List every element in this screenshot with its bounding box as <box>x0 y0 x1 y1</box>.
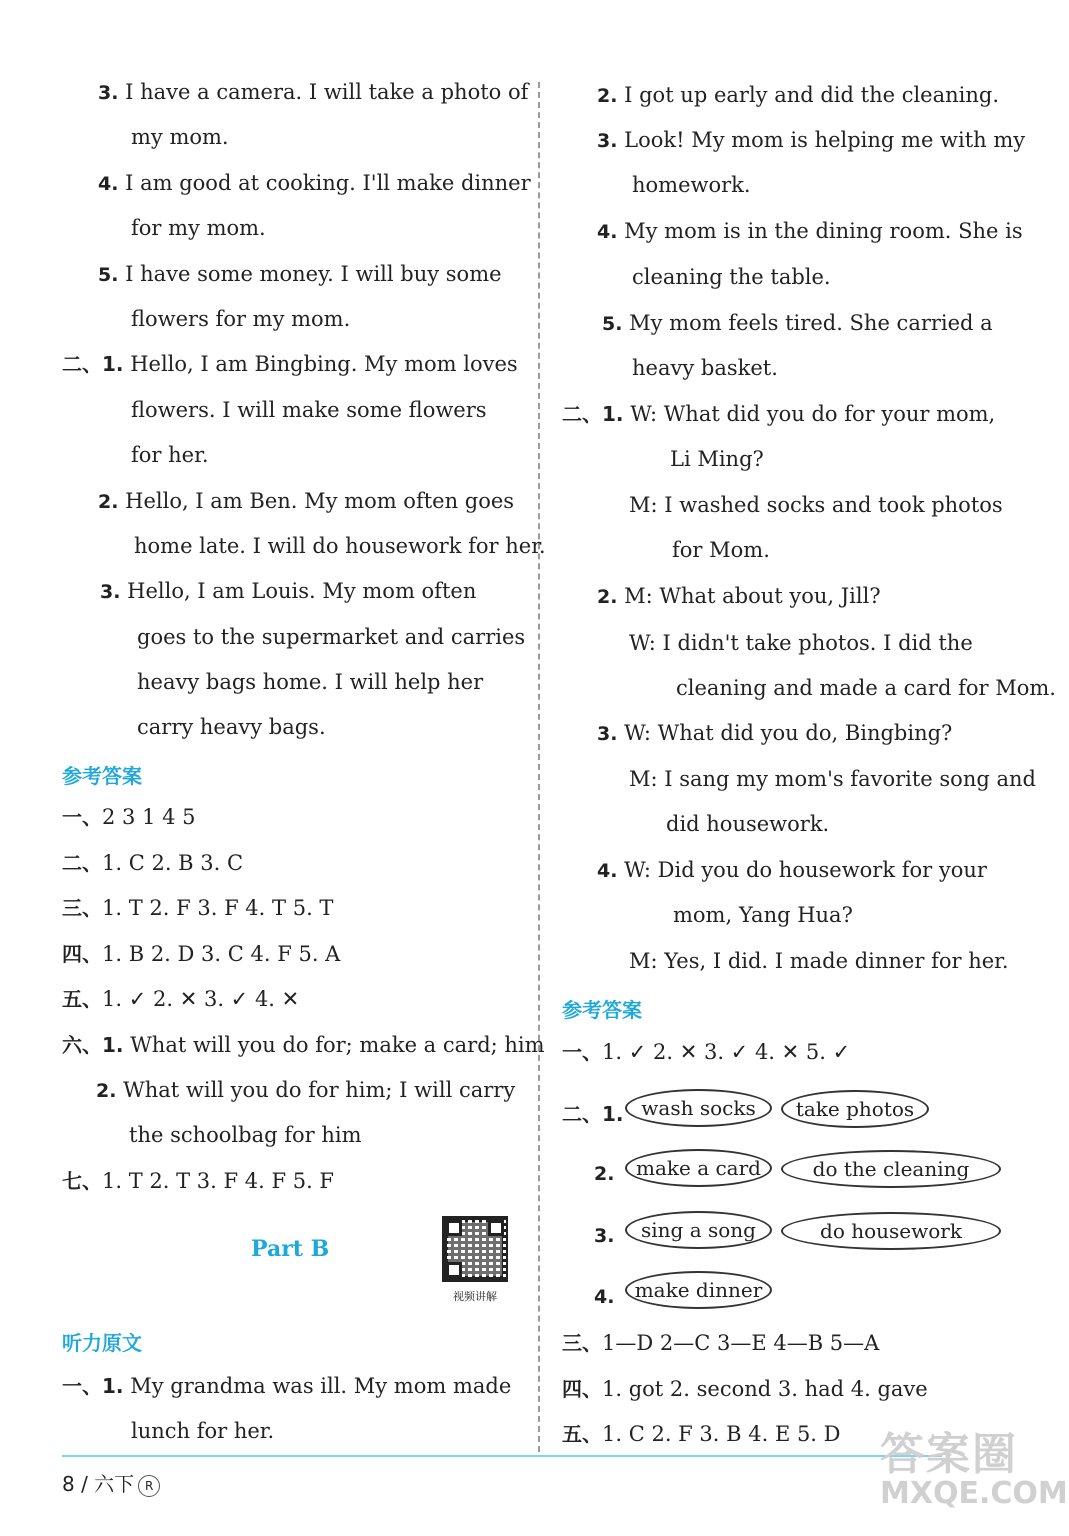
answer-line: 4. <box>594 1286 615 1308</box>
answer-line: the schoolbag for him <box>129 1123 362 1147</box>
text-line: carry heavy bags. <box>137 715 326 739</box>
oval-answer: make dinner <box>625 1271 772 1309</box>
text-line: for her. <box>131 443 209 467</box>
text-line: flowers. I will make some flowers <box>131 398 487 422</box>
answer-line: 2. <box>594 1163 615 1185</box>
qr-code-icon[interactable] <box>442 1216 508 1282</box>
answer-line: 四、1. got 2. second 3. had 4. gave <box>562 1377 928 1401</box>
watermark-logo: 答案圈 MXQE.COM <box>880 1429 1068 1511</box>
answer-line: 四、1. B 2. D 3. C 4. F 5. A <box>62 942 341 966</box>
text-line: 5. I have some money. I will buy some <box>98 262 502 286</box>
text-line: 2. Hello, I am Ben. My mom often goes <box>98 489 515 513</box>
text-line: 4. W: Did you do housework for your <box>597 858 987 882</box>
oval-answer: do the cleaning <box>781 1150 1001 1188</box>
page-number: 8 / 六下 <box>62 1472 135 1496</box>
text-line: 3. Hello, I am Louis. My mom often <box>100 579 477 603</box>
part-title: Part B <box>251 1236 330 1262</box>
answer-line: 2. What will you do for him; I will carry <box>96 1078 516 1102</box>
text-line: my mom. <box>131 125 229 149</box>
text-line: W: I didn't take photos. I did the <box>629 631 973 655</box>
answer-line: 六、1. What will you do for; make a card; him <box>62 1033 545 1057</box>
answer-line: 一、2 3 1 4 5 <box>62 805 196 829</box>
answers-heading: 参考答案 <box>62 764 142 788</box>
text-line: home late. I will do housework for her. <box>134 534 546 558</box>
answer-line: 3. <box>594 1225 615 1247</box>
page-footer <box>62 1468 160 1497</box>
text-line: cleaning and made a card for Mom. <box>676 676 1056 700</box>
qr-label: 视频讲解 <box>453 1290 497 1303</box>
text-line: homework. <box>632 173 751 197</box>
text-line: 4. I am good at cooking. I'll make dinner <box>98 171 531 195</box>
oval-answer: wash socks <box>625 1089 772 1127</box>
text-line: for my mom. <box>131 216 266 240</box>
column-divider <box>538 82 540 1452</box>
text-line: 二、1. W: What did you do for your mom, <box>562 402 996 426</box>
listening-heading: 听力原文 <box>62 1331 142 1355</box>
text-line: M: I washed socks and took photos <box>629 493 1003 517</box>
answer-line: 三、1—D 2—C 3—E 4—B 5—A <box>562 1331 880 1355</box>
text-line: 一、1. My grandma was ill. My mom made <box>62 1374 512 1398</box>
oval-answer: take photos <box>781 1090 929 1128</box>
text-line: 2. I got up early and did the cleaning. <box>597 83 1000 107</box>
oval-answer: do housework <box>781 1212 1001 1250</box>
answer-line: 五、1. ✓ 2. ✕ 3. ✓ 4. ✕ <box>62 987 300 1011</box>
answer-line: 一、1. ✓ 2. ✕ 3. ✓ 4. ✕ 5. ✓ <box>562 1040 851 1064</box>
answer-line: 七、1. T 2. T 3. F 4. F 5. F <box>62 1169 334 1193</box>
text-line: mom, Yang Hua? <box>673 903 853 927</box>
text-line: heavy bags home. I will help her <box>137 670 484 694</box>
text-line: cleaning the table. <box>632 265 831 289</box>
text-line: did housework. <box>666 812 830 836</box>
answer-line: 二、1. C 2. B 3. C <box>62 851 244 875</box>
text-line: heavy basket. <box>632 356 778 380</box>
text-line: Li Ming? <box>670 447 764 471</box>
text-line: 4. My mom is in the dining room. She is <box>597 219 1023 243</box>
text-line: for Mom. <box>672 538 770 562</box>
oval-answer: make a card <box>625 1149 772 1187</box>
answers-heading: 参考答案 <box>562 998 642 1022</box>
text-line: 5. My mom feels tired. She carried a <box>602 311 993 335</box>
answer-line: 三、1. T 2. F 3. F 4. T 5. T <box>62 896 334 920</box>
footer-rule <box>62 1455 942 1457</box>
text-line: M: I sang my mom's favorite song and <box>629 767 1036 791</box>
oval-answer: sing a song <box>625 1211 772 1249</box>
text-line: goes to the supermarket and carries <box>137 625 526 649</box>
answer-line: 二、1. <box>562 1102 624 1126</box>
text-line: 3. Look! My mom is helping me with my <box>597 128 1026 152</box>
edition-badge-icon: R <box>138 1475 160 1497</box>
text-line: 二、1. Hello, I am Bingbing. My mom loves <box>62 352 518 376</box>
text-line: lunch for her. <box>131 1419 275 1443</box>
text-line: 2. M: What about you, Jill? <box>597 584 881 608</box>
text-line: flowers for my mom. <box>131 307 351 331</box>
answer-line: 五、1. C 2. F 3. B 4. E 5. D <box>562 1422 841 1446</box>
text-line: 3. I have a camera. I will take a photo of <box>98 80 529 104</box>
text-line: M: Yes, I did. I made dinner for her. <box>629 949 1009 973</box>
text-line: 3. W: What did you do, Bingbing? <box>597 721 953 745</box>
